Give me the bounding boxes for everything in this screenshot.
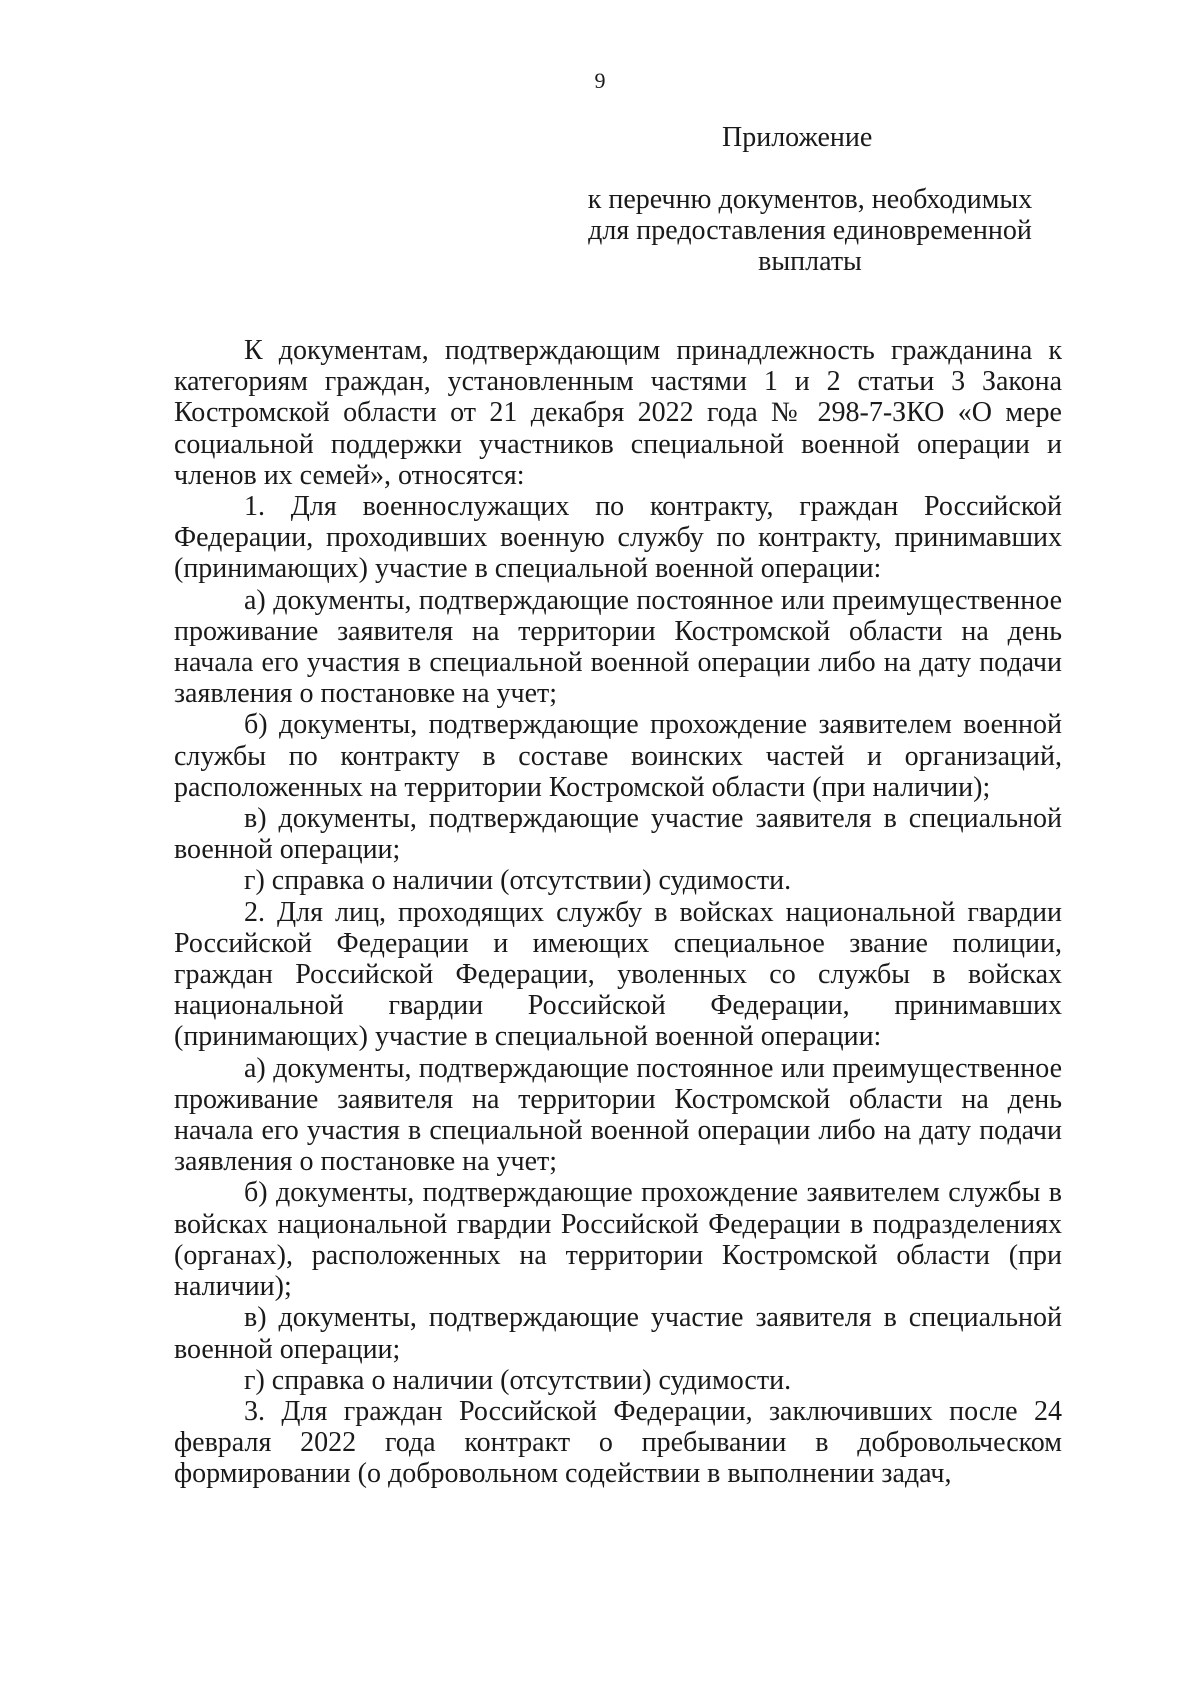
appendix-subtitle-line: к перечню документов, необходимых bbox=[587, 184, 1033, 215]
list-item-3-heading: 3. Для граждан Российской Федерации, заключивших после 24 февраля 2022 года контракт о пребывании в добровольческом формировании (о добровольном содействии в выполнении задач, bbox=[174, 1395, 1062, 1490]
list-item-1g: г) справка о наличии (отсутствии) судимости. bbox=[244, 865, 792, 897]
list-item-1b: б) документы, подтверждающие прохождение заявителем военной службы по контракту в составе воинских частей и организаций, расположенных на территории Костромской области (при наличии); bbox=[174, 709, 1062, 803]
list-item-2-heading: 2. Для лиц, проходящих службу в войсках национальной гвардии Российской Федерации и имеющих специальное звание полиции, граждан Российской Федерации, уволенных со службы в войсках национальной гвардии Российской Федерации, принимавших (принимающих) участие в специальной военной операции: bbox=[174, 896, 1062, 1053]
list-item-1-heading: 1. Для военнослужащих по контракту, граждан Российской Федерации, проходивших военную службу по контракту, принимавших (принимающих) участие в специальной военной операции: bbox=[174, 491, 1062, 585]
list-item-1v: в) документы, подтверждающие участие заявителя в специальной военной операции; bbox=[174, 803, 1062, 866]
list-item-2b: б) документы, подтверждающие прохождение заявителем службы в войсках национальной гвардии Российской Федерации в подразделениях (органах), расположенных на территории Костромской области (при наличии); bbox=[174, 1177, 1062, 1303]
list-item-1a: а) документы, подтверждающие постоянное или преимущественное проживание заявителя на территории Костромской области на день начала его участия в специальной военной операции либо на дату подачи заявления о постановке на учет; bbox=[174, 584, 1062, 710]
list-item-2g: г) справка о наличии (отсутствии) судимости. bbox=[244, 1364, 792, 1396]
page-number: 9 bbox=[594, 68, 606, 93]
list-item-2v: в) документы, подтверждающие участие заявителя в специальной военной операции; bbox=[174, 1302, 1062, 1365]
appendix-title: Приложение bbox=[722, 122, 873, 153]
appendix-subtitle-line: для предоставления единовременной bbox=[588, 215, 1032, 246]
intro-paragraph: К документам, подтверждающим принадлежность гражданина к категориям граждан, установленным частями 1 и 2 статьи 3 Закона Костромской области от 21 декабря 2022 года № 298-7-ЗКО «О мере социальной поддержки участников специальной военной операции и членов их семей», относятся: bbox=[174, 335, 1062, 491]
appendix-subtitle-line: выплаты bbox=[758, 246, 862, 277]
document-body bbox=[174, 335, 1062, 1490]
list-item-2a: а) документы, подтверждающие постоянное или преимущественное проживание заявителя на территории Костромской области на день начала его участия в специальной военной операции либо на дату подачи заявления о постановке на учет; bbox=[174, 1052, 1062, 1178]
appendix-subtitle bbox=[560, 184, 1060, 277]
